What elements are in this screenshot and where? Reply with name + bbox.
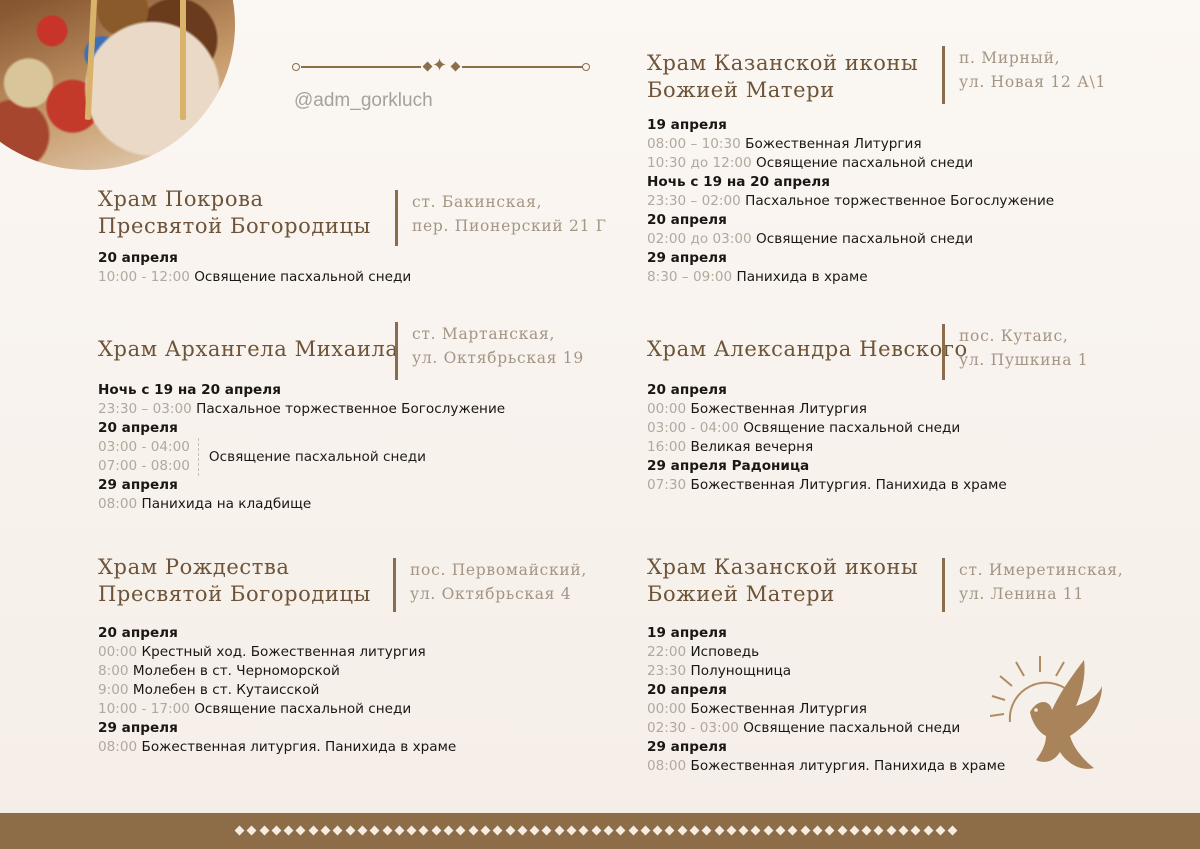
temple-pokrova-title — [98, 186, 371, 240]
entry-time: 23:30 – 03:00 — [98, 401, 192, 417]
address-line: ул. Октябрьская 19 — [412, 349, 584, 367]
diamond-icon — [911, 826, 921, 836]
schedule-entry — [98, 738, 456, 757]
diamond-icon — [419, 826, 429, 836]
entry-time: 8:30 – 09:00 — [647, 269, 733, 285]
address-line: ул. Новая 12 А\1 — [959, 73, 1107, 91]
diamond-icon — [382, 826, 392, 836]
schedule-entry — [98, 700, 456, 719]
dove-icon — [990, 652, 1110, 777]
temple-name: Пресвятой Богородицы — [98, 214, 371, 238]
diamond-icon — [407, 826, 417, 836]
diamond-icon — [653, 826, 663, 836]
schedule-entry — [647, 268, 1054, 287]
entry-time: 22:00 — [647, 644, 687, 660]
entry-time: 10:00 - 17:00 — [98, 701, 190, 717]
diamond-icon — [677, 826, 687, 836]
entry-desc: Полунощница — [690, 663, 792, 679]
diamond-icon — [431, 826, 441, 836]
schedule-entry — [647, 400, 1007, 419]
schedule-entry — [647, 192, 1054, 211]
address-line: пос. Кутаис, — [959, 327, 1069, 345]
diamond-icon — [788, 826, 798, 836]
diamond-icon — [284, 826, 294, 836]
address-line: ст. Мартанская, — [412, 325, 556, 343]
diamond-icon — [271, 826, 281, 836]
entry-desc: Крестный ход. Божественная литургия — [141, 644, 426, 660]
entry-desc: Панихида в храме — [736, 269, 868, 285]
entry-time: 23:30 – 02:00 — [647, 193, 741, 209]
diamond-icon — [874, 826, 884, 836]
entry-desc: Молебен в ст. Кутаисской — [132, 682, 320, 698]
address-line: ул. Пушкина 1 — [959, 351, 1089, 369]
diamond-icon — [308, 826, 318, 836]
diamond-icon — [358, 826, 368, 836]
schedule-entry — [647, 719, 1005, 738]
entry-time: 03:00 - 04:00 — [647, 420, 739, 436]
address-line: пер. Пионерский 21 Г — [412, 217, 607, 235]
schedule-day: 20 апреля — [98, 625, 178, 641]
entry-desc: Божественная литургия. Панихида в храме — [141, 739, 457, 755]
temple-pokrova-address — [395, 190, 607, 246]
temple-kazanskoy1-schedule — [647, 116, 1054, 287]
temple-kazanskoy2-address — [942, 558, 1123, 612]
diamond-icon — [776, 826, 786, 836]
temple-kazanskoy2-schedule — [647, 624, 1005, 776]
temple-nevskogo-schedule — [647, 381, 1007, 495]
schedule-day: 20 апреля — [98, 420, 178, 436]
diamond-icon — [628, 826, 638, 836]
diamond-icon — [813, 826, 823, 836]
diamond-icon — [259, 826, 269, 836]
schedule-day: Ночь с 19 на 20 апреля — [98, 382, 281, 398]
entry-desc: Освящение пасхальной снеди — [208, 448, 426, 465]
entry-time: 9:00 — [98, 682, 129, 698]
schedule-entry — [647, 135, 1054, 154]
schedule-day: 29 апреля — [647, 250, 727, 266]
diamond-icon — [837, 826, 847, 836]
schedule-day: 19 апреля — [647, 625, 727, 641]
entry-time: 08:00 – 10:30 — [647, 136, 741, 152]
schedule-entry — [98, 662, 456, 681]
temple-rozhdestva-title — [98, 554, 371, 608]
diamond-icon — [935, 826, 945, 836]
entry-time: 16:00 — [647, 439, 687, 455]
schedule-entry — [98, 495, 505, 514]
schedule-day: Ночь с 19 на 20 апреля — [647, 174, 830, 190]
schedule-entry — [98, 268, 411, 287]
entry-time: 00:00 — [647, 701, 687, 717]
social-handle: @adm_gorkluch — [294, 90, 433, 111]
diamond-icon — [530, 826, 540, 836]
diamond-icon — [763, 826, 773, 836]
diamond-icon — [542, 826, 552, 836]
entry-time: 00:00 — [647, 401, 687, 417]
schedule-entry — [647, 700, 1005, 719]
entry-desc: Освящение пасхальной снеди — [743, 720, 961, 736]
entry-desc: Божественная литургия. Панихида в храме — [690, 758, 1006, 774]
schedule-day: 29 апреля — [98, 720, 178, 736]
diamond-icon — [505, 826, 515, 836]
temple-mikhaila-address — [395, 322, 584, 380]
temple-name: Храм Архангела Михаила — [98, 337, 399, 361]
schedule-day: 20 апреля — [98, 250, 178, 266]
temple-name: Пресвятой Богородицы — [98, 582, 371, 606]
entry-desc: Божественная Литургия. Панихида в храме — [690, 477, 1007, 493]
address-line: ст. Бакинская, — [412, 193, 543, 211]
diamond-icon — [948, 826, 958, 836]
schedule-entry — [647, 662, 1005, 681]
temple-rozhdestva-schedule — [98, 624, 456, 757]
entry-desc: Освящение пасхальной снеди — [194, 269, 412, 285]
entry-desc: Божественная Литургия — [690, 401, 867, 417]
entry-desc: Панихида на кладбище — [141, 496, 312, 512]
diamond-icon — [849, 826, 859, 836]
temple-nevskogo-title — [647, 336, 968, 363]
diamond-icon — [235, 826, 245, 836]
entry-desc: Великая вечерня — [690, 439, 814, 455]
diamond-icon — [247, 826, 257, 836]
schedule-day: 29 апреля — [98, 477, 178, 493]
schedule-entry-group — [98, 438, 505, 476]
diamond-icon — [591, 826, 601, 836]
diamond-icon — [321, 826, 331, 836]
address-line: ул. Ленина 11 — [959, 585, 1084, 603]
footer-band — [0, 813, 1200, 849]
diamond-icon — [825, 826, 835, 836]
temple-name: Храм Рождества — [98, 555, 290, 579]
entry-desc: Освящение пасхальной снеди — [756, 231, 974, 247]
temple-name: Божией Матери — [647, 78, 835, 102]
address-line: ст. Имеретинская, — [959, 561, 1124, 579]
temple-kazanskoy1-title — [647, 50, 918, 104]
diamond-icon — [296, 826, 306, 836]
schedule-day: 20 апреля — [647, 382, 727, 398]
entry-time: 07:00 - 08:00 — [98, 458, 190, 474]
schedule-day: 20 апреля — [647, 682, 727, 698]
entry-desc: Божественная Литургия — [745, 136, 922, 152]
address-line: пос. Первомайский, — [410, 561, 588, 579]
diamond-icon — [739, 826, 749, 836]
entry-desc: Молебен в ст. Черноморской — [132, 663, 340, 679]
schedule-entry — [647, 476, 1007, 495]
schedule-entry — [647, 154, 1054, 173]
diamond-border-icon — [236, 827, 962, 834]
diamond-icon — [702, 826, 712, 836]
ornament-divider-icon: ✦ — [292, 58, 592, 76]
temple-rozhdestva-address — [393, 558, 587, 612]
diamond-icon — [886, 826, 896, 836]
entry-time: 08:00 — [98, 739, 138, 755]
entry-desc: Исповедь — [690, 644, 760, 660]
diamond-icon — [603, 826, 613, 836]
entry-desc: Божественная Литургия — [690, 701, 867, 717]
schedule-entry — [647, 419, 1007, 438]
address-line: п. Мирный, — [959, 49, 1061, 67]
temple-kazanskoy2-title — [647, 554, 918, 608]
entry-time: 00:00 — [98, 644, 138, 660]
schedule-day: 29 апреля Радоница — [647, 458, 810, 474]
diamond-icon — [345, 826, 355, 836]
entry-time: 10:00 - 12:00 — [98, 269, 190, 285]
temple-name: Храм Казанской иконы — [647, 555, 919, 579]
diamond-icon — [690, 826, 700, 836]
schedule-entry — [98, 681, 456, 700]
schedule-day: 20 апреля — [647, 212, 727, 228]
diamond-icon — [517, 826, 527, 836]
entry-time: 03:00 - 04:00 — [98, 439, 190, 455]
diamond-icon — [726, 826, 736, 836]
diamond-icon — [333, 826, 343, 836]
diamond-icon — [862, 826, 872, 836]
temple-kazanskoy1-address — [942, 46, 1106, 104]
diamond-icon — [493, 826, 503, 836]
diamond-icon — [923, 826, 933, 836]
entry-time: 10:30 до 12:00 — [647, 155, 752, 171]
entry-desc: Пасхальное торжественное Богослужение — [745, 193, 1055, 209]
schedule-entry — [98, 400, 505, 419]
temple-pokrova-schedule — [98, 249, 411, 287]
schedule-entry — [647, 230, 1054, 249]
entry-time: 8:00 — [98, 663, 129, 679]
schedule-day: 29 апреля — [647, 739, 727, 755]
diamond-icon — [444, 826, 454, 836]
easter-basket-photo — [0, 0, 235, 170]
schedule-entry — [647, 643, 1005, 662]
temple-name: Храм Александра Невского — [647, 337, 968, 361]
temple-name: Божией Матери — [647, 582, 835, 606]
entry-time: 02:00 до 03:00 — [647, 231, 752, 247]
schedule-day: 19 апреля — [647, 117, 727, 133]
diamond-icon — [579, 826, 589, 836]
temple-name: Храм Казанской иконы — [647, 51, 919, 75]
temple-name: Храм Покрова — [98, 187, 264, 211]
entry-time: 23:30 — [647, 663, 687, 679]
entry-time: 02:30 - 03:00 — [647, 720, 739, 736]
diamond-icon — [370, 826, 380, 836]
temple-mikhaila-title — [98, 336, 399, 363]
address-line: ул. Октябрьская 4 — [410, 585, 572, 603]
diamond-icon — [616, 826, 626, 836]
diamond-icon — [480, 826, 490, 836]
entry-desc: Освящение пасхальной снеди — [194, 701, 412, 717]
entry-desc: Освящение пасхальной снеди — [756, 155, 974, 171]
diamond-icon — [640, 826, 650, 836]
entry-desc: Пасхальное торжественное Богослужение — [196, 401, 506, 417]
entry-desc: Освящение пасхальной снеди — [743, 420, 961, 436]
diamond-icon — [394, 826, 404, 836]
schedule-entry — [647, 438, 1007, 457]
schedule-entry — [98, 643, 456, 662]
entry-time: 08:00 — [647, 758, 687, 774]
diamond-icon — [554, 826, 564, 836]
diamond-icon — [899, 826, 909, 836]
diamond-icon — [468, 826, 478, 836]
entry-time: 07:30 — [647, 477, 687, 493]
diamond-icon — [800, 826, 810, 836]
entry-time: 08:00 — [98, 496, 138, 512]
diamond-icon — [567, 826, 577, 836]
diamond-icon — [751, 826, 761, 836]
diamond-icon — [665, 826, 675, 836]
diamond-icon — [456, 826, 466, 836]
temple-nevskogo-address — [942, 324, 1088, 380]
diamond-icon — [714, 826, 724, 836]
temple-mikhaila-schedule — [98, 381, 505, 514]
schedule-entry — [647, 757, 1005, 776]
